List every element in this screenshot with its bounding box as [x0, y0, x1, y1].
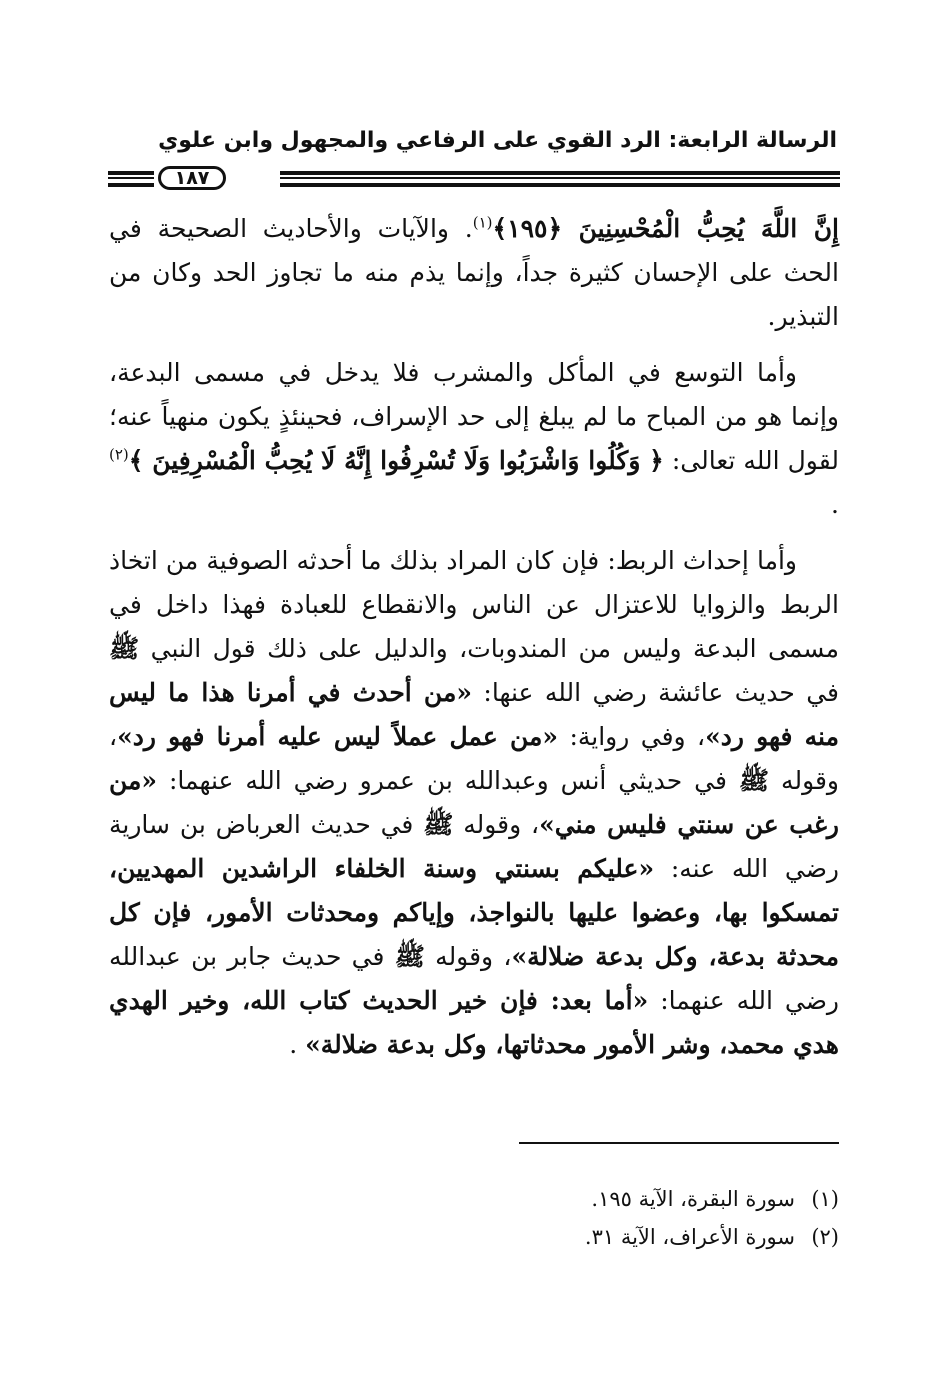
paragraph-text: وأما التوسع في المأكل والمشرب فلا يدخل في مسمى البدعة، وإنما هو من المباح ما لم يبلغ إلى حد الإسراف، فحينئذٍ يكون منهياً عنه؛ لقول الله تعالى:: [109, 358, 839, 475]
quran-verse: ﴿ وَكُلُوا وَاشْرَبُوا وَلَا تُسْرِفُوا إِنَّهُ لَا يُحِبُّ الْمُسْرِفِينَ ﴾: [128, 446, 664, 475]
footnote-ref-1[interactable]: (١): [472, 213, 493, 232]
header-rule-right: [280, 171, 840, 187]
hadith-quote: «من أحدث في أمرنا هذا ما ليس منه فهو رد»: [109, 678, 839, 751]
footnote-separator: [519, 1142, 839, 1144]
footnote-number: (١): [811, 1187, 839, 1211]
paragraph-1: [109, 207, 839, 339]
paragraph-end: .: [289, 1030, 306, 1059]
body-text: [109, 207, 839, 1079]
hadith-quote: «عليكم بسنتي وسنة الخلفاء الراشدين المهديين، تمسكوا بها، وعضوا عليها بالنواجذ، وإياكم ومحدثات الأمور، فإن كل محدثة بدعة، وكل بدعة ضلالة»: [109, 854, 840, 971]
paragraph-end: .: [831, 490, 839, 519]
footnote-1: [109, 1180, 839, 1218]
salla-glyph: ﷺ: [423, 810, 454, 839]
footnote-text: سورة البقرة، الآية ١٩٥.: [591, 1187, 795, 1211]
footnotes: [109, 1180, 839, 1256]
paragraph-text: ، وقوله: [453, 810, 540, 839]
paragraph-text: ، وقوله: [109, 722, 840, 795]
paragraph-text: وأما إحداث الربط: فإن كان المراد بذلك ما أحدثه الصوفية من اتخاذ الربط والزوايا للاعتزال عن الناس والانقطاع للعبادة فهذا داخل في مسمى البدعة وليس من المندوبات، والدليل على ذلك قول النبي: [109, 546, 839, 663]
salla-glyph: ﷺ: [738, 766, 770, 795]
header-rule-left: [108, 171, 154, 187]
paragraph-text: في حديث عائشة رضي الله عنها:: [471, 678, 839, 707]
quran-verse: إِنَّ اللَّهَ يُحِبُّ الْمُحْسِنِينَ ﴿١٩٥﴾: [492, 214, 839, 243]
footnote-2: [109, 1218, 839, 1256]
header-rule: [108, 166, 840, 192]
salla-glyph: ﷺ: [109, 634, 140, 663]
paragraph-3: [109, 539, 839, 1067]
paragraph-text: في حديثي أنس وعبدالله بن عمرو رضي الله عنهما:: [157, 766, 739, 795]
hadith-quote: «من عمل عملاً ليس عليه أمرنا فهو رد»: [117, 722, 559, 751]
footnote-ref-2[interactable]: (٢): [109, 445, 129, 464]
paragraph-text: ، وقوله: [424, 942, 512, 971]
footnote-number: (٢): [811, 1225, 839, 1249]
paragraph-text: ، وفي رواية:: [558, 722, 706, 751]
running-header: الرسالة الرابعة: الرد القوي على الرفاعي والمجهول وابن علوي: [158, 128, 837, 153]
footnote-text: سورة الأعراف، الآية ٣١.: [584, 1225, 795, 1249]
hadith-quote: «من رغب عن سنتي فليس مني»: [109, 766, 840, 839]
paragraph-2: [109, 351, 839, 527]
paragraph-text: . والآيات والأحاديث الصحيحة في الحث على الإحسان كثيرة جداً، وإنما يذم منه ما تجاوز الحد وكان من التبذير.: [109, 214, 839, 331]
paragraph-text: في حديث العرباض بن سارية رضي الله عنه:: [109, 810, 839, 883]
paragraph-text: في حديث جابر بن عبدالله رضي الله عنهما:: [109, 942, 839, 1015]
salla-glyph: ﷺ: [394, 942, 425, 971]
hadith-quote: «أما بعد: فإن خير الحديث كتاب الله، وخير الهدي هدي محمد، وشر الأمور محدثاتها، وكل بدعة ضلالة»: [109, 986, 839, 1059]
page-number: ١٨٧: [158, 166, 226, 190]
